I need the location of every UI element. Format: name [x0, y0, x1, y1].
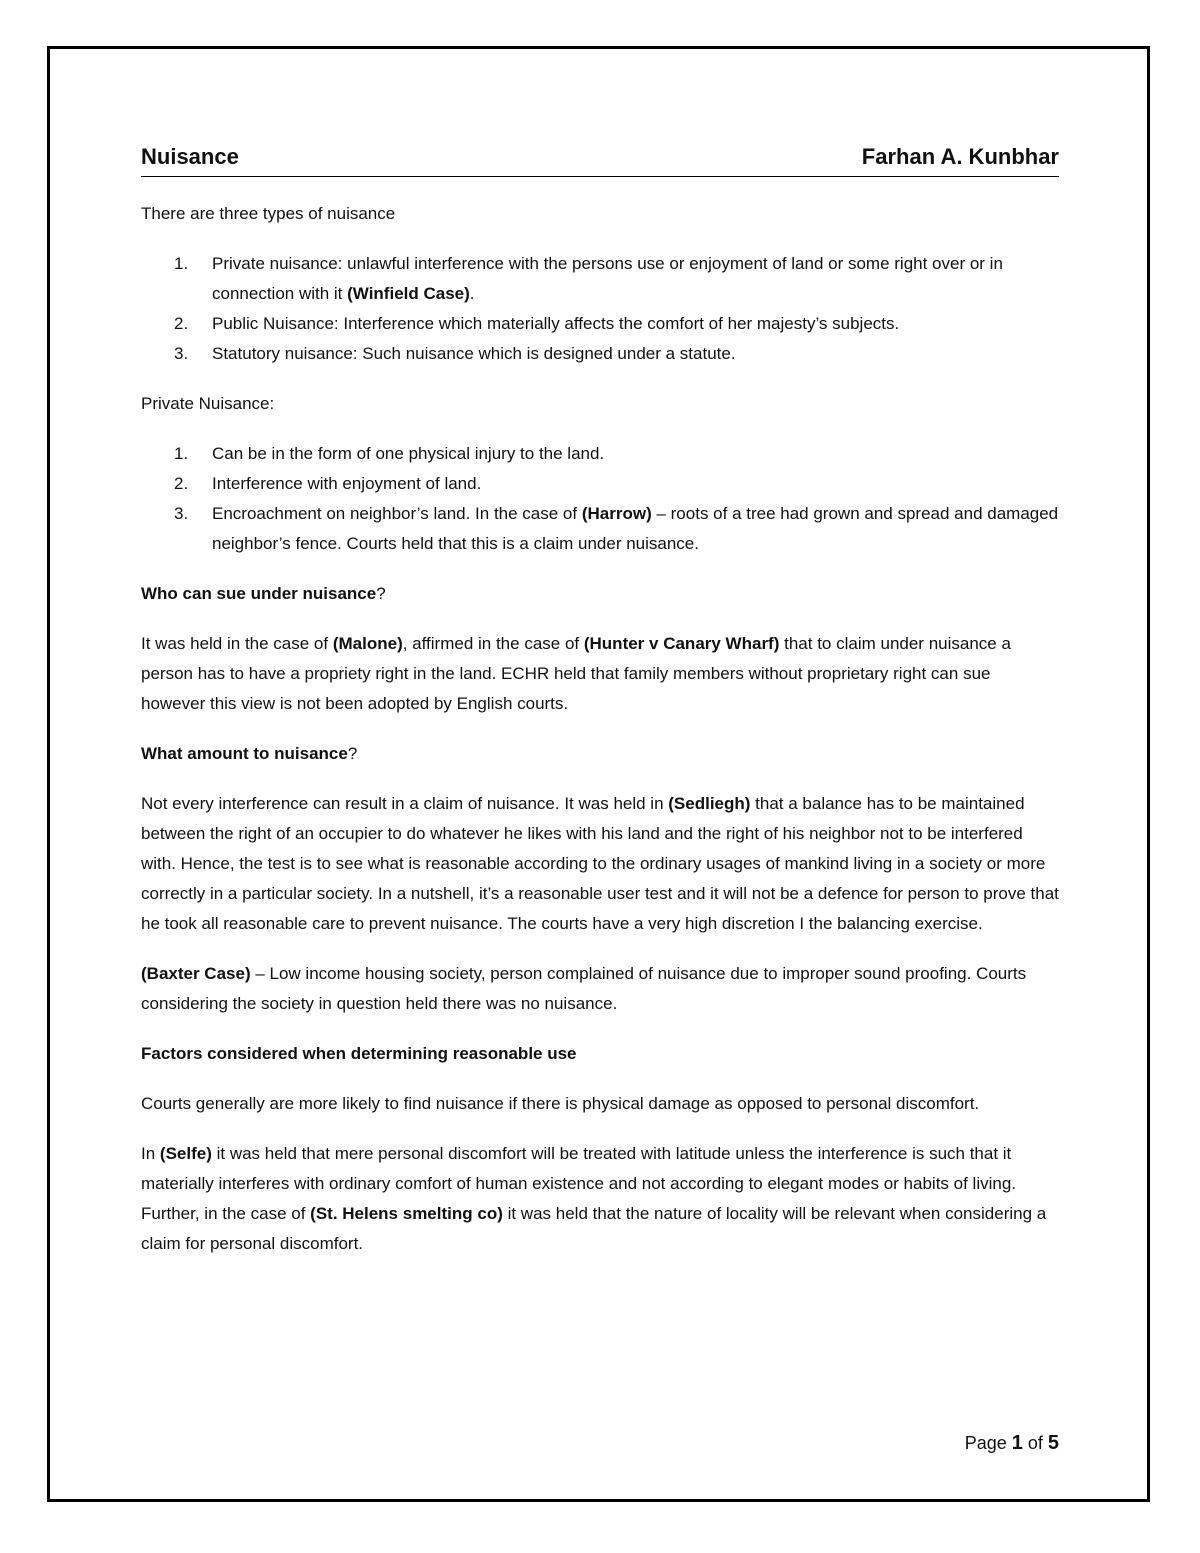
case-name: (Malone) — [332, 634, 403, 653]
para-text: that a balance has to be maintained between the right of an occupier to do whatever he likes with his land and the right of his neighbor not to be interfered with. Hence, the test is to see what is reasonable according to the ordinary usages of mankind living in a society or more correctly in a particular society. In a nutshell, it’s a reasonable user test and it will not be a defence for person to prove that he took all reasonable care to prevent nuisance. The courts have a very high discretion I the balancing exercise. — [141, 794, 1059, 933]
nuisance-types-list — [141, 249, 1059, 369]
baxter-case-paragraph — [141, 959, 1059, 1019]
document-header — [141, 142, 1059, 177]
list-text: Public Nuisance: Interference which materially affects the comfort of her majesty’s subjects. — [212, 314, 900, 333]
list-text: Can be in the form of one physical injury to the land. — [212, 444, 605, 463]
para-text: that to claim under nuisance a person has to have a propriety right in the land. ECHR held that family members without proprietary right can sue however this view is not been adopted by English courts. — [141, 634, 1011, 713]
total-pages: 5 — [1047, 1432, 1059, 1454]
para-text: , affirmed in the case of — [402, 634, 584, 653]
document-body — [141, 142, 1059, 1259]
para-text: Not every interference can result in a claim of nuisance. It was held in — [141, 794, 669, 813]
list-item — [141, 439, 1059, 469]
para-text: In — [141, 1144, 160, 1163]
heading-text: What amount to nuisance — [141, 744, 348, 763]
list-text: Private nuisance: unlawful interference with the persons use or enjoyment of land or some right over or in connection with it — [212, 254, 1003, 303]
page-number — [965, 1428, 1059, 1458]
list-text: Encroachment on neighbor’s land. In the case of — [212, 504, 582, 523]
document-title: Nuisance — [141, 144, 239, 169]
list-item — [141, 339, 1059, 369]
private-nuisance-list — [141, 439, 1059, 559]
what-amount-paragraph — [141, 789, 1059, 939]
heading-punct: ? — [347, 744, 358, 763]
current-page: 1 — [1011, 1432, 1023, 1454]
list-item — [141, 499, 1059, 559]
para-text: it was held that the nature of locality will be relevant when considering a claim for personal discomfort. — [141, 1204, 1047, 1253]
intro-text: There are three types of nuisance — [141, 204, 396, 223]
case-name: (Hunter v Canary Wharf) — [583, 634, 780, 653]
list-text: Statutory nuisance: Such nuisance which is designed under a statute. — [212, 344, 736, 363]
page-label: Page — [964, 1433, 1012, 1453]
factors-paragraph: Courts generally are more likely to find nuisance if there is physical damage as opposed to personal discomfort. — [141, 1094, 980, 1113]
list-number: 3. — [174, 344, 189, 363]
heading-text: Who can sue under nuisance — [141, 584, 377, 603]
heading-punct: ? — [376, 584, 386, 603]
list-number: 3. — [174, 504, 189, 523]
list-text: . — [469, 284, 475, 303]
list-number: 1. — [174, 254, 189, 273]
para-text: it was held that mere personal discomfort will be treated with latitude unless the interference is such that it materially interferes with ordinary comfort of human existence and not according to elegant modes or habits of living. Further, in the case of — [141, 1144, 1017, 1223]
case-name: (Winfield Case) — [347, 284, 470, 303]
list-text: – roots of a tree had grown and spread and damaged neighbor’s fence. Courts held that this is a claim under nuisance. — [212, 504, 1059, 553]
case-name: (St. Helens smelting co) — [310, 1204, 503, 1223]
heading-text: Factors considered when determining reasonable use — [141, 1044, 577, 1063]
list-number: 1. — [174, 444, 189, 463]
list-number: 2. — [174, 314, 189, 333]
list-text: Interference with enjoyment of land. — [212, 474, 482, 493]
section-heading-who-can-sue — [141, 579, 1059, 609]
who-can-sue-paragraph — [141, 629, 1059, 719]
para-text: – Low income housing society, person complained of nuisance due to improper sound proofing. Courts considering the society in question held there was no nuisance. — [141, 964, 1027, 1013]
case-name: (Selfe) — [159, 1144, 212, 1163]
case-name: (Sedliegh) — [668, 794, 751, 813]
section-heading-factors — [141, 1039, 1059, 1069]
case-name: (Baxter Case) — [141, 964, 251, 983]
list-item — [141, 469, 1059, 499]
list-item — [141, 249, 1059, 309]
case-name: (Harrow) — [581, 504, 652, 523]
page-of-label: of — [1022, 1433, 1048, 1453]
para-text: It was held in the case of — [141, 634, 333, 653]
list-item — [141, 309, 1059, 339]
selfe-paragraph — [141, 1139, 1059, 1259]
list-number: 2. — [174, 474, 189, 493]
section-heading-what-amount — [141, 739, 1059, 769]
document-author: Farhan A. Kunbhar — [861, 144, 1059, 169]
private-nuisance-heading: Private Nuisance: — [141, 394, 275, 413]
